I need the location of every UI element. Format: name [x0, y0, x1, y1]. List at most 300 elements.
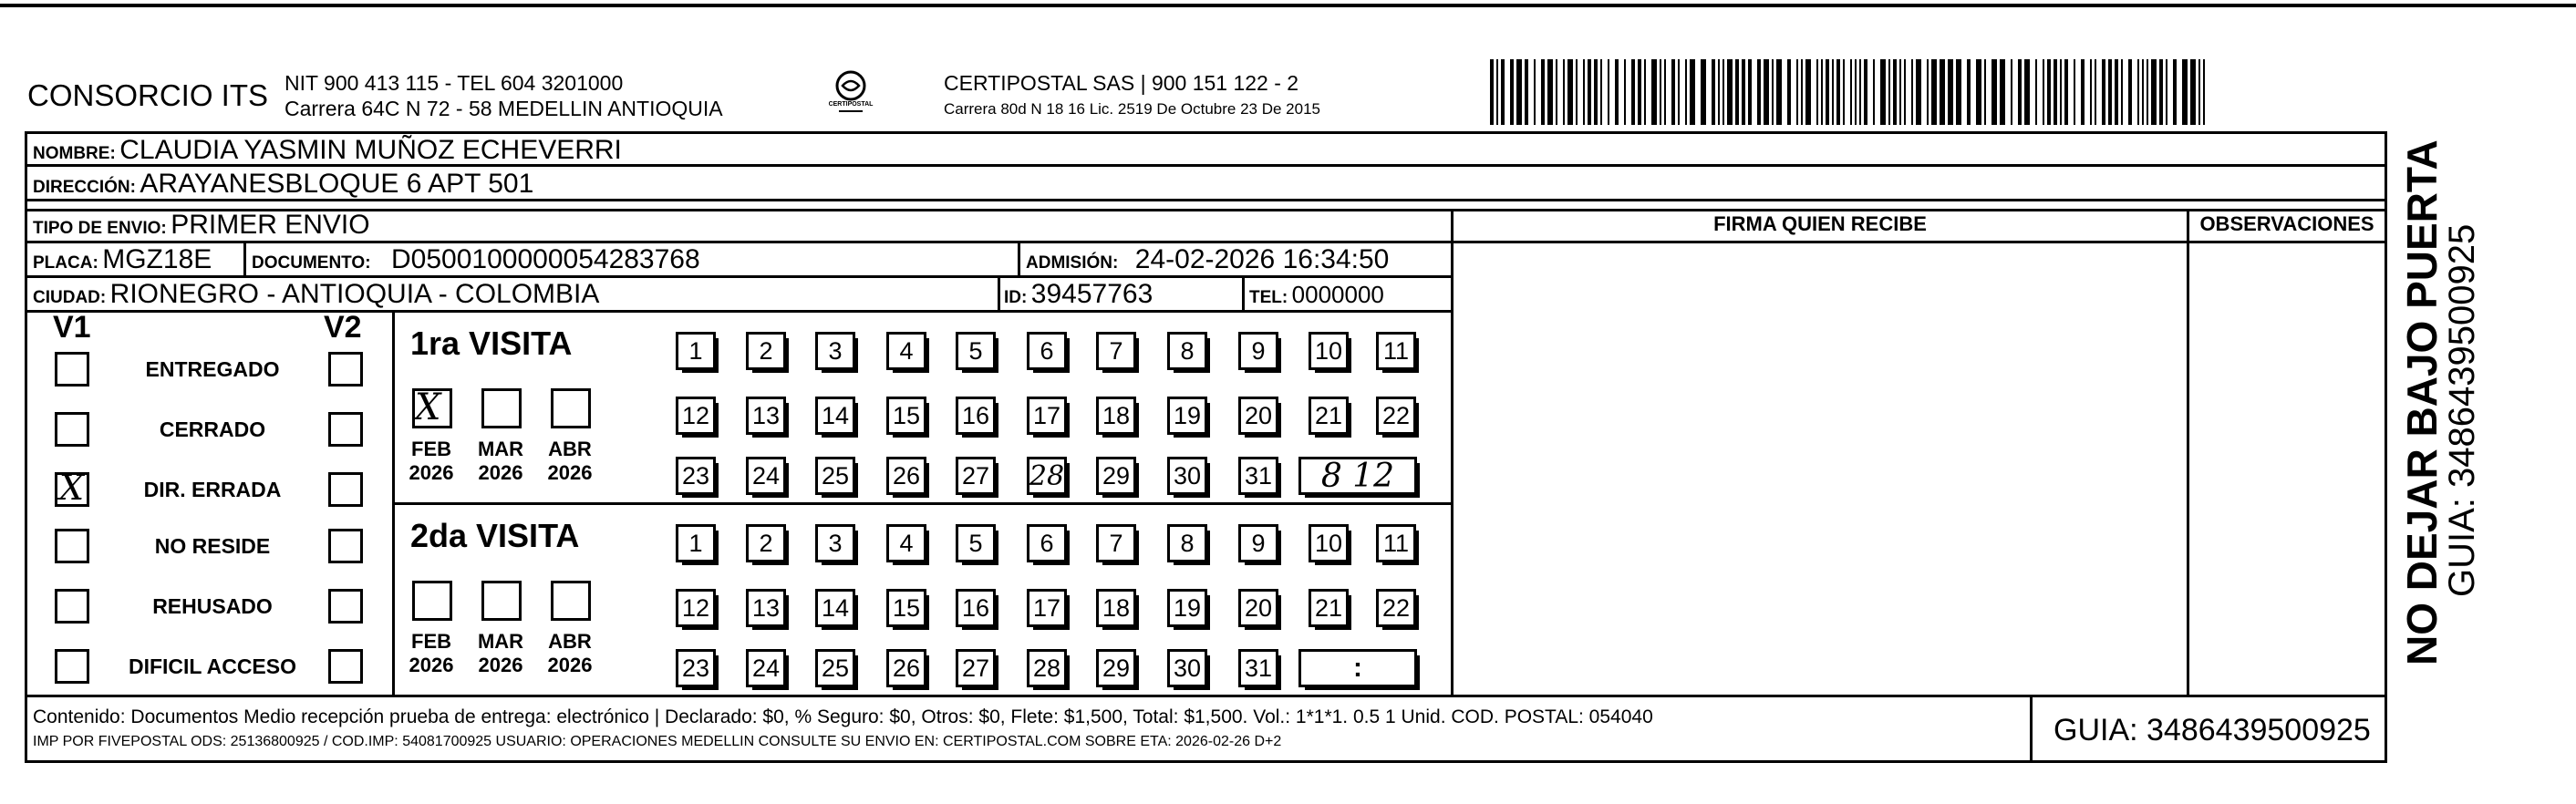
barcode-bar — [1685, 59, 1687, 125]
barcode-bar — [2147, 59, 2148, 125]
nombre-row — [33, 135, 622, 166]
day-number: 12 — [681, 401, 710, 429]
tipo-envio-row — [33, 210, 370, 241]
barcode-bar — [1916, 59, 1921, 125]
day-box[interactable] — [676, 397, 716, 435]
barcode-bar — [2166, 59, 2167, 125]
barcode-bar — [1556, 59, 1557, 125]
day-number: 21 — [1314, 401, 1343, 429]
barcode-bar — [2108, 59, 2112, 125]
firma-header: FIRMA QUIEN RECIBE — [1713, 212, 1927, 235]
barcode-bar — [1832, 59, 1834, 125]
day-number: 6 — [1040, 336, 1054, 365]
ciudad-cell — [33, 279, 599, 310]
time-value: 8 12 — [1320, 457, 1395, 495]
day-box[interactable] — [886, 397, 926, 435]
company-name: CONSORCIO ITS — [27, 78, 269, 112]
table-right — [2385, 131, 2387, 763]
v1-checkbox[interactable] — [55, 468, 89, 508]
day-number: 10 — [1314, 529, 1343, 557]
barcode-bar — [1796, 59, 1798, 125]
day-box[interactable] — [1309, 397, 1349, 435]
barcode-bar — [2095, 59, 2096, 125]
barcode-bar — [1893, 59, 1897, 125]
day-box[interactable] — [1096, 649, 1136, 687]
barcode-bar — [1712, 59, 1715, 125]
barcode-bar — [1967, 59, 1971, 125]
month-label: MAR 2026 — [477, 438, 524, 484]
day-number: 20 — [1244, 401, 1273, 429]
day-box[interactable] — [956, 524, 996, 562]
barcode-bar — [2151, 59, 2157, 125]
day-box[interactable] — [886, 457, 926, 495]
day-number: 13 — [751, 401, 781, 429]
day-box[interactable] — [1167, 457, 1207, 495]
admision-label: ADMISIÓN: — [1026, 253, 1119, 273]
day-number: 27 — [961, 654, 990, 682]
month-label: ABR 2026 — [547, 630, 593, 676]
day-box[interactable] — [1376, 397, 1416, 435]
barcode-bar — [1850, 59, 1852, 125]
id-label: ID: — [1004, 288, 1028, 307]
barcode-bar — [2018, 59, 2022, 125]
day-number: 16 — [961, 593, 990, 622]
barcode-bar — [1864, 59, 1867, 125]
direccion-label: DIRECCIÓN: — [33, 178, 136, 197]
nombre-value: CLAUDIA YASMIN MUÑOZ ECHEVERRI — [119, 135, 622, 165]
day-number: 25 — [821, 461, 850, 490]
side-warning: NO DEJAR BAJO PUERTA — [2398, 139, 2446, 665]
day-box[interactable] — [1027, 649, 1067, 687]
day-box[interactable] — [1167, 649, 1207, 687]
barcode-bar — [2203, 59, 2205, 125]
barcode-bar — [1956, 59, 1961, 125]
barcode-bar — [1899, 59, 1901, 125]
barcode-bar — [1510, 59, 1514, 125]
day-box[interactable] — [1167, 524, 1207, 562]
v2-label: V2 — [324, 310, 362, 345]
month-check-mark: X — [415, 387, 441, 428]
day-box[interactable] — [746, 397, 786, 435]
day-box[interactable] — [956, 397, 996, 435]
day-number: 31 — [1244, 461, 1273, 490]
v2-checkbox[interactable] — [328, 472, 363, 507]
day-box[interactable] — [746, 457, 786, 495]
barcode-bar — [1583, 59, 1585, 125]
v1-checkbox[interactable] — [55, 352, 89, 387]
barcode-bar — [2054, 59, 2057, 125]
day-number: 3 — [828, 336, 843, 365]
day-number: 19 — [1173, 593, 1202, 622]
day-number: 2 — [759, 529, 773, 557]
barcode-bar — [1600, 59, 1602, 125]
barcode-bar — [1911, 59, 1913, 125]
barcode-bar — [1624, 59, 1626, 125]
v1-checkbox[interactable] — [55, 529, 89, 563]
month-checkbox[interactable] — [412, 581, 452, 621]
placa-label: PLACA: — [33, 253, 98, 273]
day-box[interactable] — [676, 332, 716, 370]
day-box[interactable] — [956, 332, 996, 370]
footer-guia: GUIA: 3486439500925 — [2054, 713, 2371, 747]
day-box[interactable] — [1167, 397, 1207, 435]
barcode-bar — [2035, 59, 2037, 125]
barcode-bar — [1678, 59, 1680, 125]
barcode-bar — [2173, 59, 2177, 125]
barcode-bar — [2011, 59, 2012, 125]
barcode-bar — [1991, 59, 1997, 125]
v2-checkbox[interactable] — [328, 589, 363, 624]
day-box[interactable] — [1096, 332, 1136, 370]
v2-checkbox[interactable] — [328, 412, 363, 447]
day-box[interactable] — [746, 649, 786, 687]
ciudad-value: RIONEGRO - ANTIOQUIA - COLOMBIA — [109, 279, 600, 309]
barcode-bar — [1541, 59, 1545, 125]
day-number: 23 — [681, 461, 710, 490]
time-box[interactable] — [1298, 457, 1417, 495]
day-box[interactable] — [1096, 457, 1136, 495]
company-nit: NIT 900 413 115 - TEL 604 3201000 — [284, 71, 624, 95]
barcode-bar — [1644, 59, 1646, 125]
table-bottom — [25, 760, 2387, 763]
day-number: 2 — [759, 336, 773, 365]
day-box[interactable] — [1096, 524, 1136, 562]
day-box[interactable] — [746, 332, 786, 370]
status-option-label: ENTREGADO — [145, 357, 280, 381]
day-box[interactable] — [1238, 649, 1278, 687]
barcode-bar — [1547, 59, 1553, 125]
barcode-bar — [1651, 59, 1657, 125]
day-box[interactable] — [1167, 332, 1207, 370]
day-box[interactable] — [956, 457, 996, 495]
barcode-bar — [2000, 59, 2005, 125]
barcode — [1490, 59, 2219, 125]
month-checkbox[interactable] — [551, 388, 591, 428]
day-box[interactable] — [1376, 332, 1416, 370]
barcode-bar — [1588, 59, 1591, 125]
day-box[interactable] — [1376, 589, 1416, 627]
documento-value: D0500100000054283768 — [391, 244, 700, 274]
barcode-bar — [1723, 59, 1724, 125]
day-box[interactable] — [815, 397, 855, 435]
barcode-bar — [1638, 59, 1641, 125]
day-number: 18 — [1102, 593, 1131, 622]
day-number: 29 — [1102, 461, 1131, 490]
day-number: 14 — [821, 401, 850, 429]
visit-title: 1ra VISITA — [410, 325, 573, 362]
day-number: 30 — [1173, 654, 1202, 682]
day-number: 1 — [688, 529, 703, 557]
day-box[interactable] — [815, 649, 855, 687]
tipo-envio-label: TIPO DE ENVIO: — [33, 219, 167, 238]
day-number: 29 — [1102, 654, 1131, 682]
barcode-bar — [1904, 59, 1906, 125]
barcode-bar — [1931, 59, 1937, 125]
barcode-bar — [1615, 59, 1619, 125]
barcode-bar — [2115, 59, 2118, 125]
visit-title: 2da VISITA — [410, 517, 580, 554]
barcode-bar — [2074, 59, 2075, 125]
time-box[interactable] — [1298, 649, 1417, 687]
day-number: 27 — [961, 461, 990, 490]
status-option-label: REHUSADO — [152, 594, 273, 618]
barcode-bar — [1948, 59, 1953, 125]
day-number: 17 — [1032, 401, 1061, 429]
barcode-bar — [1805, 59, 1811, 125]
side-guia: GUIA: 3486439500925 — [2442, 223, 2482, 597]
barcode-bar — [1594, 59, 1598, 125]
direccion-value: ARAYANESBLOQUE 6 APT 501 — [140, 169, 534, 199]
v1-checkbox[interactable] — [55, 649, 89, 684]
barcode-bar — [2064, 59, 2068, 125]
day-number: 1 — [688, 336, 703, 365]
barcode-bar — [1776, 59, 1782, 125]
month-label: ABR 2026 — [547, 438, 593, 484]
barcode-bar — [1664, 59, 1666, 125]
barcode-bar — [1516, 59, 1522, 125]
barcode-bar — [1801, 59, 1803, 125]
barcode-bar — [1525, 59, 1528, 125]
documento-label: DOCUMENTO: — [252, 253, 371, 273]
table-top — [25, 131, 2387, 134]
certipostal-logo: CERTIPOSTAL — [819, 67, 883, 122]
day-box[interactable] — [676, 649, 716, 687]
barcode-bar — [1888, 59, 1890, 125]
footer-content-line: Contenido: Documentos Medio recepción prueba de entrega: electrónico | Declarado: $0, % Seguro: $0, Otros: $0, Flete: $1,500, Total: $1,500. Vol.: 1*1*1. 0.5 1 Unid. COD. POSTAL: 054040 — [33, 706, 1653, 727]
barcode-bar — [2137, 59, 2139, 125]
day-box[interactable] — [1309, 589, 1349, 627]
day-number: 26 — [892, 654, 921, 682]
barcode-bar — [1843, 59, 1845, 125]
barcode-bar — [1976, 59, 1981, 125]
day-box[interactable] — [815, 332, 855, 370]
day-number: 8 — [1180, 529, 1195, 557]
month-checkbox[interactable] — [481, 388, 522, 428]
day-box[interactable] — [1027, 397, 1067, 435]
company-address: Carrera 64C N 72 - 58 MEDELLIN ANTIOQUIA — [284, 97, 723, 120]
day-box[interactable] — [1238, 332, 1278, 370]
month-label: FEB 2026 — [409, 630, 454, 676]
day-number: 6 — [1040, 529, 1054, 557]
day-number: 24 — [751, 461, 781, 490]
day-box[interactable] — [886, 649, 926, 687]
day-number: 9 — [1251, 336, 1266, 365]
day-number: 22 — [1381, 593, 1411, 622]
barcode-bar — [1631, 59, 1635, 125]
id-value: 39457763 — [1030, 279, 1154, 309]
barcode-bar — [2190, 59, 2196, 125]
day-number: 15 — [892, 401, 921, 429]
barcode-bar — [1880, 59, 1886, 125]
barcode-bar — [2047, 59, 2051, 125]
barcode-bar — [1660, 59, 1661, 125]
barcode-bar — [1859, 59, 1861, 125]
barcode-bar — [1772, 59, 1774, 125]
day-box[interactable] — [676, 589, 716, 627]
barcode-bar — [1690, 59, 1695, 125]
day-box[interactable] — [886, 332, 926, 370]
placa-cell — [33, 244, 212, 275]
check-mark: X — [59, 468, 85, 508]
month-label: FEB 2026 — [409, 438, 454, 484]
day-box[interactable] — [1309, 332, 1349, 370]
day-box[interactable] — [815, 457, 855, 495]
tel-value: 0000000 — [1291, 281, 1384, 308]
day-number: 12 — [681, 593, 710, 622]
barcode-bar — [2182, 59, 2188, 125]
barcode-bar — [1826, 59, 1829, 125]
day-number: 22 — [1381, 401, 1411, 429]
day-box[interactable] — [1027, 589, 1067, 627]
barcode-bar — [1496, 59, 1498, 125]
day-number: 3 — [828, 529, 843, 557]
day-number: 16 — [961, 401, 990, 429]
barcode-bar — [1821, 59, 1823, 125]
barcode-bar — [1567, 59, 1573, 125]
day-number: 21 — [1314, 593, 1343, 622]
month-checkbox[interactable] — [551, 581, 591, 621]
v1-checkbox[interactable] — [55, 412, 89, 447]
day-number: 18 — [1102, 401, 1131, 429]
barcode-bar — [1735, 59, 1739, 125]
day-number: 4 — [899, 529, 914, 557]
barcode-bar — [1940, 59, 1945, 125]
v2-checkbox[interactable] — [328, 352, 363, 387]
day-number: 13 — [751, 593, 781, 622]
day-box[interactable] — [1309, 524, 1349, 562]
day-number: 25 — [821, 654, 850, 682]
tel-cell — [1249, 281, 1384, 309]
day-box[interactable] — [815, 589, 855, 627]
day-box[interactable] — [1238, 524, 1278, 562]
barcode-bar — [2090, 59, 2092, 125]
day-number: 11 — [1382, 529, 1410, 557]
day-box[interactable] — [676, 457, 716, 495]
barcode-bar — [1576, 59, 1578, 125]
time-value: : — [1353, 653, 1362, 683]
v2-checkbox[interactable] — [328, 529, 363, 563]
day-box[interactable] — [1167, 589, 1207, 627]
day-number: 7 — [1109, 336, 1123, 365]
table-left — [25, 131, 27, 763]
barcode-bar — [1501, 59, 1505, 125]
day-box[interactable] — [1027, 332, 1067, 370]
barcode-bar — [2081, 59, 2085, 125]
barcode-bar — [2121, 59, 2123, 125]
day-box[interactable] — [956, 589, 996, 627]
barcode-bar — [1927, 59, 1929, 125]
day-number: 26 — [892, 461, 921, 490]
placa-value: MGZ18E — [102, 244, 212, 274]
status-option-label: DIR. ERRADA — [143, 478, 282, 501]
day-box[interactable] — [886, 589, 926, 627]
day-box[interactable] — [1238, 457, 1278, 495]
barcode-bar — [1742, 59, 1745, 125]
day-box[interactable] — [956, 649, 996, 687]
tel-label: TEL: — [1249, 288, 1288, 307]
day-number: 8 — [1180, 336, 1195, 365]
day-number: 20 — [1244, 593, 1273, 622]
day-box[interactable] — [815, 524, 855, 562]
day-number: 30 — [1173, 461, 1202, 490]
tipo-envio-value: PRIMER ENVIO — [171, 210, 370, 240]
barcode-bar — [2102, 59, 2105, 125]
day-number: 23 — [681, 654, 710, 682]
barcode-bar — [1718, 59, 1720, 125]
month-label: MAR 2026 — [477, 630, 524, 676]
barcode-bar — [2142, 59, 2144, 125]
barcode-bar — [1534, 59, 1536, 125]
day-number: 28 — [1032, 654, 1061, 682]
day-box[interactable] — [746, 524, 786, 562]
v1-label: V1 — [53, 310, 91, 345]
top-rule — [0, 4, 2576, 7]
barcode-bar — [1671, 59, 1675, 125]
month-checkbox[interactable] — [481, 581, 522, 621]
status-option-label: NO RESIDE — [154, 534, 271, 558]
barcode-bar — [1787, 59, 1791, 125]
barcode-bar — [2159, 59, 2163, 125]
v2-checkbox[interactable] — [328, 649, 363, 684]
barcode-bar — [1757, 59, 1761, 125]
barcode-bar — [1748, 59, 1752, 125]
documento-cell — [252, 244, 700, 275]
status-option-label: CERRADO — [159, 417, 266, 441]
observaciones-header: OBSERVACIONES — [2199, 212, 2374, 235]
barcode-bar — [1855, 59, 1857, 125]
day-box[interactable] — [1096, 397, 1136, 435]
day-box[interactable] — [676, 524, 716, 562]
barcode-bar — [1873, 59, 1875, 125]
barcode-bar — [2198, 59, 2200, 125]
month-checkbox[interactable] — [412, 388, 452, 428]
day-number: 5 — [968, 529, 983, 557]
day-box[interactable] — [1238, 397, 1278, 435]
day-box[interactable] — [1096, 589, 1136, 627]
barcode-bar — [1701, 59, 1706, 125]
day-box[interactable] — [886, 524, 926, 562]
day-number: 28 — [1029, 459, 1065, 492]
barcode-bar — [1836, 59, 1840, 125]
direccion-row — [33, 169, 533, 200]
day-box[interactable] — [746, 589, 786, 627]
barcode-bar — [2043, 59, 2044, 125]
day-number: 11 — [1382, 336, 1410, 365]
day-number: 19 — [1173, 401, 1202, 429]
admision-cell — [1026, 244, 1389, 275]
barcode-bar — [1490, 59, 1494, 125]
barcode-bar — [1816, 59, 1818, 125]
footer-print-line: IMP POR FIVEPOSTAL ODS: 25136800925 / COD.IMP: 54081700925 USUARIO: OPERACIONES MEDELLIN CONSULTE SU ENVIO EN: CERTIPOSTAL.COM SOBRE ETA: 2026-02-26 D+2 — [33, 734, 1282, 749]
v1-checkbox[interactable] — [55, 589, 89, 624]
day-box[interactable] — [1027, 457, 1067, 495]
day-box[interactable] — [1027, 524, 1067, 562]
day-box[interactable] — [1238, 589, 1278, 627]
barcode-bar — [1727, 59, 1733, 125]
day-number: 7 — [1109, 529, 1123, 557]
barcode-bar — [1764, 59, 1769, 125]
day-number: 10 — [1314, 336, 1343, 365]
id-cell — [1004, 279, 1153, 310]
admision-value: 24-02-2026 16:34:50 — [1134, 244, 1390, 274]
day-number: 17 — [1032, 593, 1061, 622]
day-number: 9 — [1251, 529, 1266, 557]
day-number: 14 — [821, 593, 850, 622]
ciudad-label: CIUDAD: — [33, 288, 107, 307]
day-box[interactable] — [1376, 524, 1416, 562]
barcode-bar — [1984, 59, 1986, 125]
carrier-name: CERTIPOSTAL SAS | 900 151 122 - 2 — [944, 71, 1299, 95]
